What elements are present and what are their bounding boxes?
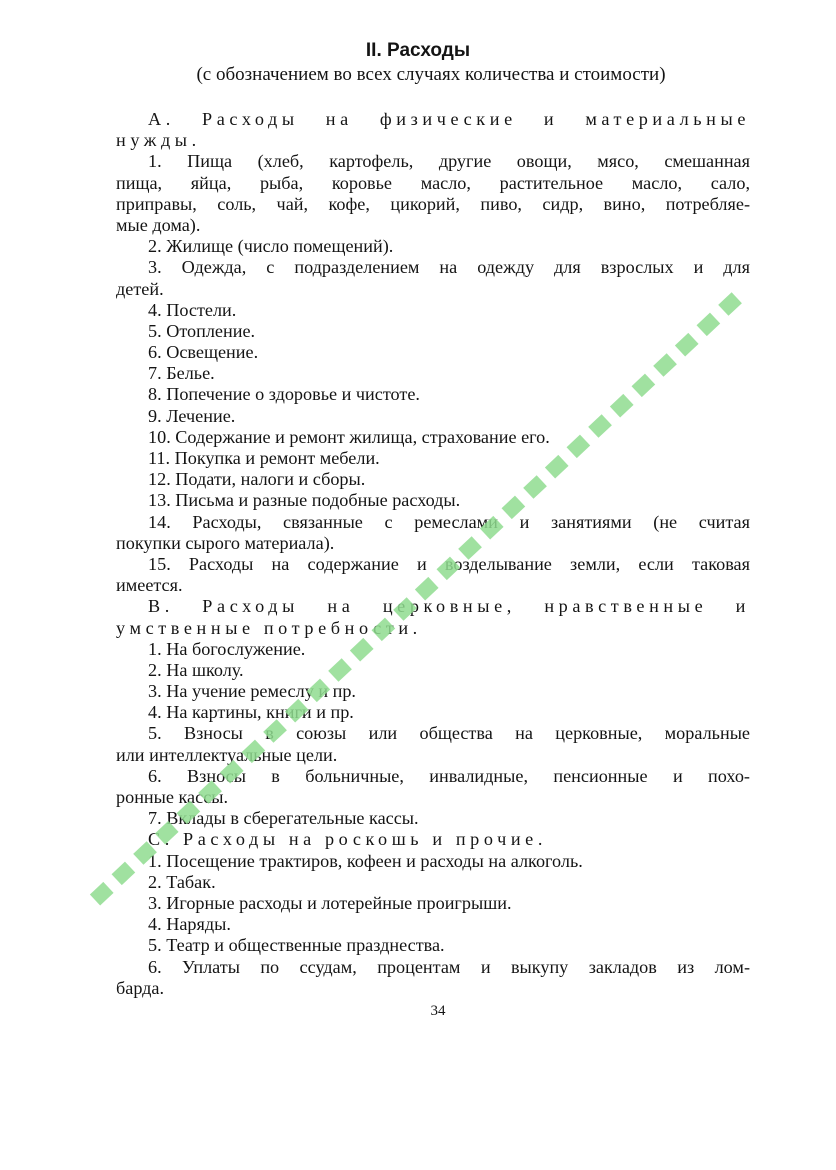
- text-line: приправы, соль, чай, кофе, цикорий, пиво, сидр, вино, потребляе-: [116, 193, 750, 214]
- text-line: 8. Попечение о здоровье и чистоте.: [148, 384, 420, 405]
- text-line: 11. Покупка и ремонт мебели.: [148, 448, 380, 468]
- text-line: 6. Освещение.: [148, 342, 259, 363]
- text-line: 14. Расходы, связанные с ремеслами и занятиями (не считая: [148, 511, 750, 532]
- text-line: 2. Жилище (число помещений).: [148, 236, 394, 257]
- watermark-dash: [95, 887, 108, 900]
- text-line: 3. Одежда, с подразделением на одежду для взрослых и для: [148, 257, 750, 278]
- text-line: 9. Лечение.: [148, 405, 236, 426]
- page-number: 34: [430, 1003, 446, 1019]
- text-line: 3. На учение ремеслу и пр.: [148, 681, 356, 702]
- text-line: пища, яйца, рыба, коровье масло, растительное масло, сало,: [116, 172, 750, 193]
- text-line: 3. Игорные расходы и лотерейные проигрыши.: [148, 892, 512, 913]
- text-line: детей.: [116, 278, 164, 299]
- text-line: 2. Табак.: [148, 871, 216, 892]
- text-line: 15. Расходы на содержание и возделывание земли, если таковая: [148, 553, 750, 574]
- text-line: 13. Письма и разные подобные расходы.: [148, 490, 461, 511]
- text-line: 6. Взносы в больничные, инвалидные, пенсионные и похо-: [148, 765, 750, 786]
- text-line: 1. Посещение трактиров, кофеен и расходы на алкоголь.: [148, 850, 583, 871]
- section-heading-line: умственные потребности.: [116, 617, 422, 638]
- text-line: 1. На богослужение.: [148, 638, 306, 659]
- text-line: 4. Наряды.: [148, 914, 231, 935]
- text-line: покупки сырого материала).: [116, 532, 335, 553]
- section-title: II. Расходы: [365, 40, 471, 61]
- text-line: 7. Вклады в сберегательные кассы.: [148, 808, 419, 829]
- text-line: 4. На картины, книги и пр.: [148, 702, 354, 723]
- section-heading-line: нужды.: [116, 130, 201, 151]
- section-heading-line: С. Расходы на роскошь и прочие.: [148, 829, 547, 850]
- text-line: 2. На школу.: [148, 659, 244, 680]
- text-line: ронные кассы.: [116, 787, 229, 807]
- section-subtitle: (с обозначением во всех случаях количества и стоимости): [196, 64, 666, 85]
- text-line: 10. Содержание и ремонт жилища, страхование его.: [148, 426, 550, 447]
- text-line: барда.: [116, 977, 165, 998]
- section-heading-line: А. Расходы на физические и материальные: [148, 109, 750, 129]
- text-line: 1. Пища (хлеб, картофель, другие овощи, мясо, смешанная: [148, 151, 750, 172]
- text-line: мые дома).: [116, 214, 201, 235]
- text-line: 5. Взносы в союзы или общества на церковные, моральные: [148, 723, 750, 744]
- text-line: 5. Театр и общественные празднества.: [148, 935, 445, 956]
- text-line: 6. Уплаты по ссудам, процентам и выкупу закладов из лом-: [148, 956, 750, 977]
- text-line: или интеллектуальные цели.: [116, 744, 338, 765]
- text-line: имеется.: [116, 575, 183, 596]
- text-line: 4. Постели.: [148, 299, 237, 320]
- text-line: 12. Подати, налоги и сборы.: [148, 469, 366, 490]
- expense-list: [116, 109, 750, 999]
- text-line: 7. Белье.: [148, 363, 215, 384]
- section-heading-line: В. Расходы на церковные, нравственные и: [148, 596, 750, 617]
- text-line: 5. Отопление.: [148, 320, 256, 341]
